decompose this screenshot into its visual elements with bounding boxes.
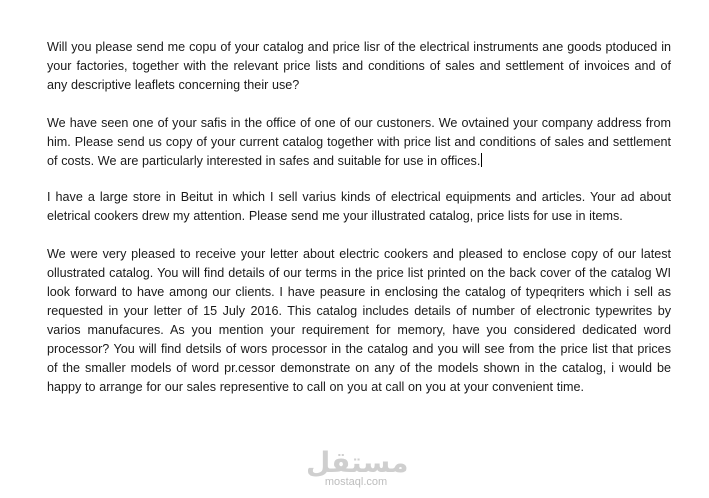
paragraph-1: Will you please send me copu of your catalog and price lisr of the electrical instruments ane goods ptoduced in your factories, together with the relevant price lists and conditions of sales and settlement of invoices and of any descriptive leaflets concerning their use? <box>47 40 671 92</box>
paragraph-4: We were very pleased to receive your letter about electric cookers and pleased to enclose copy of our latest ollustrated catalog. You will find details of our terms in the price list printed on the back cover of the catalog WI look forward to have among our clients. I have peasure in enclosing the catalog of typeqriters which i sell as requested in your letter of 15 July 2016. This catalog includes details of number of electronic typewrites by varios manufacures. As you mention your requirement for memory, have you considered dedicated word processor? You will find detsils of wors processor in the catalog and you will see from the price list that prices of the smaller models of word pr.cessor demonstrate on any of the models shown in the catalog, i would be happy to arrange for our sales representive to call on you at call on you at your convenient time. <box>47 247 671 394</box>
document-body[interactable] <box>47 38 671 416</box>
paragraph-3: I have a large store in Beitut in which I sell varius kinds of electrical equipments and articles. Your ad about eletrical cookers drew my attention. Please send me your illustrated catalog, price lists for use in items. <box>47 190 671 223</box>
watermark-logo: مستقل <box>306 446 409 479</box>
watermark <box>306 446 409 494</box>
text-cursor <box>481 153 482 167</box>
paragraph-2 <box>47 114 671 171</box>
watermark-url: mostaql.com <box>324 476 388 488</box>
paragraph-2-text: We have seen one of your safis in the office of one of our custoners. We ovtained your company address from him. Please send us copy of your current catalog together with price list and conditions of sales and settlement of costs. We are particularly interested in safes and suitable for use in offices. <box>47 116 671 168</box>
